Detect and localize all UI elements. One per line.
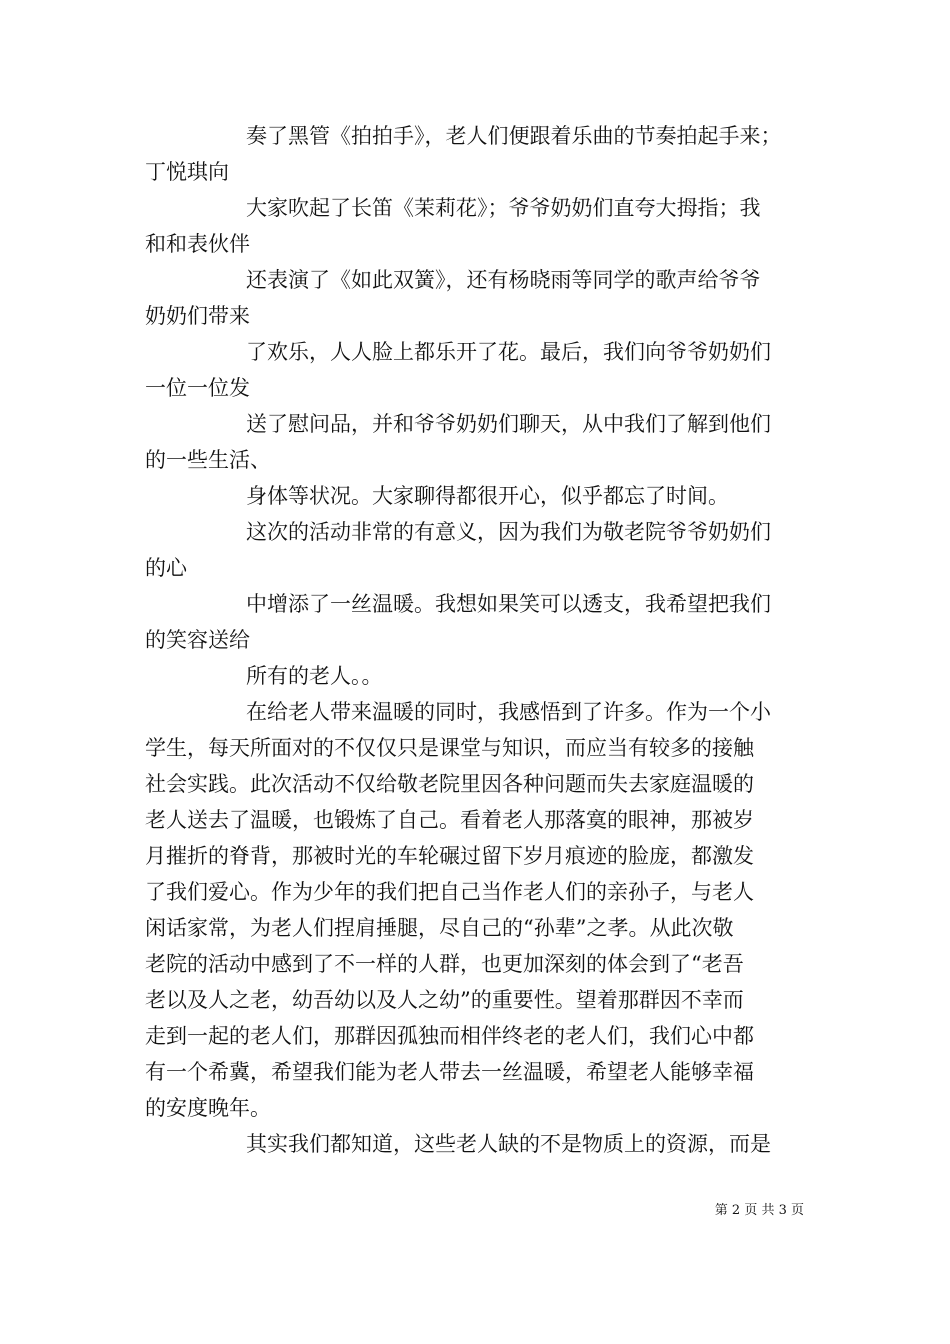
text-line: 有一个希冀，希望我们能为老人带去一丝温暖，希望老人能够幸福 xyxy=(145,1060,754,1084)
text-line: 所有的老人。。 xyxy=(246,664,383,688)
page-number-footer: 第 2 页 共 3 页 xyxy=(714,1203,804,1218)
text-line: 在给老人带来温暖的同时，我感悟到了许多。作为一个小 xyxy=(246,700,771,724)
text-line: 的一些生活、 xyxy=(145,448,271,472)
text-line: 其实我们都知道，这些老人缺的不是物质上的资源，而是 xyxy=(246,1132,771,1156)
text-line: 了我们爱心。作为少年的我们把自己当作老人们的亲孙子，与老人 xyxy=(145,880,754,904)
text-line: 了欢乐，人人脸上都乐开了花。最后，我们向爷爷奶奶们 xyxy=(246,340,771,364)
text-line: 大家吹起了长笛《茉莉花》；爷爷奶奶们直夸大拇指；我 xyxy=(246,196,761,220)
text-line: 老人送去了温暖，也锻炼了自己。看着老人那落寞的眼神，那被岁 xyxy=(145,808,754,832)
text-line: 老院的活动中感到了不一样的人群，也更加深刻的体会到了“老吾 xyxy=(145,952,744,976)
text-line: 闲话家常，为老人们捏肩捶腿，尽自己的“孙辈”之孝。从此次敬 xyxy=(145,916,734,940)
text-line: 中增添了一丝温暖。我想如果笑可以透支，我希望把我们 xyxy=(246,592,771,616)
text-line: 的笑容送给 xyxy=(145,628,250,652)
text-line: 身体等状况。大家聊得都很开心，似乎都忘了时间。 xyxy=(246,484,729,508)
text-line: 和和表伙伴 xyxy=(145,232,250,256)
text-line: 月摧折的脊背，那被时光的车轮碾过留下岁月痕迹的脸庞，都激发 xyxy=(145,844,754,868)
text-line: 社会实践。此次活动不仅给敬老院里因各种问题而失去家庭温暖的 xyxy=(145,772,754,796)
text-line: 送了慰问品，并和爷爷奶奶们聊天，从中我们了解到他们 xyxy=(246,412,771,436)
text-line: 还表演了《如此双簧》，还有杨晓雨等同学的歌声给爷爷 xyxy=(246,268,761,292)
text-line: 奏了黑管《拍拍手》，老人们便跟着乐曲的节奏拍起手来； xyxy=(246,124,782,148)
text-line: 这次的活动非常的有意义，因为我们为敬老院爷爷奶奶们 xyxy=(246,520,771,544)
text-line: 一位一位发 xyxy=(145,376,250,400)
text-line: 走到一起的老人们，那群因孤独而相伴终老的老人们，我们心中都 xyxy=(145,1024,754,1048)
text-line: 奶奶们带来 xyxy=(145,304,250,328)
body-text xyxy=(145,118,813,1162)
text-line: 老以及人之老，幼吾幼以及人之幼”的重要性。望着那群因不幸而 xyxy=(145,988,744,1012)
text-line: 丁悦琪向 xyxy=(145,160,229,184)
text-line: 学生，每天所面对的不仅仅只是课堂与知识，而应当有较多的接触 xyxy=(145,736,754,760)
text-line: 的安度晚年。 xyxy=(145,1096,271,1120)
text-line: 的心 xyxy=(145,556,187,580)
